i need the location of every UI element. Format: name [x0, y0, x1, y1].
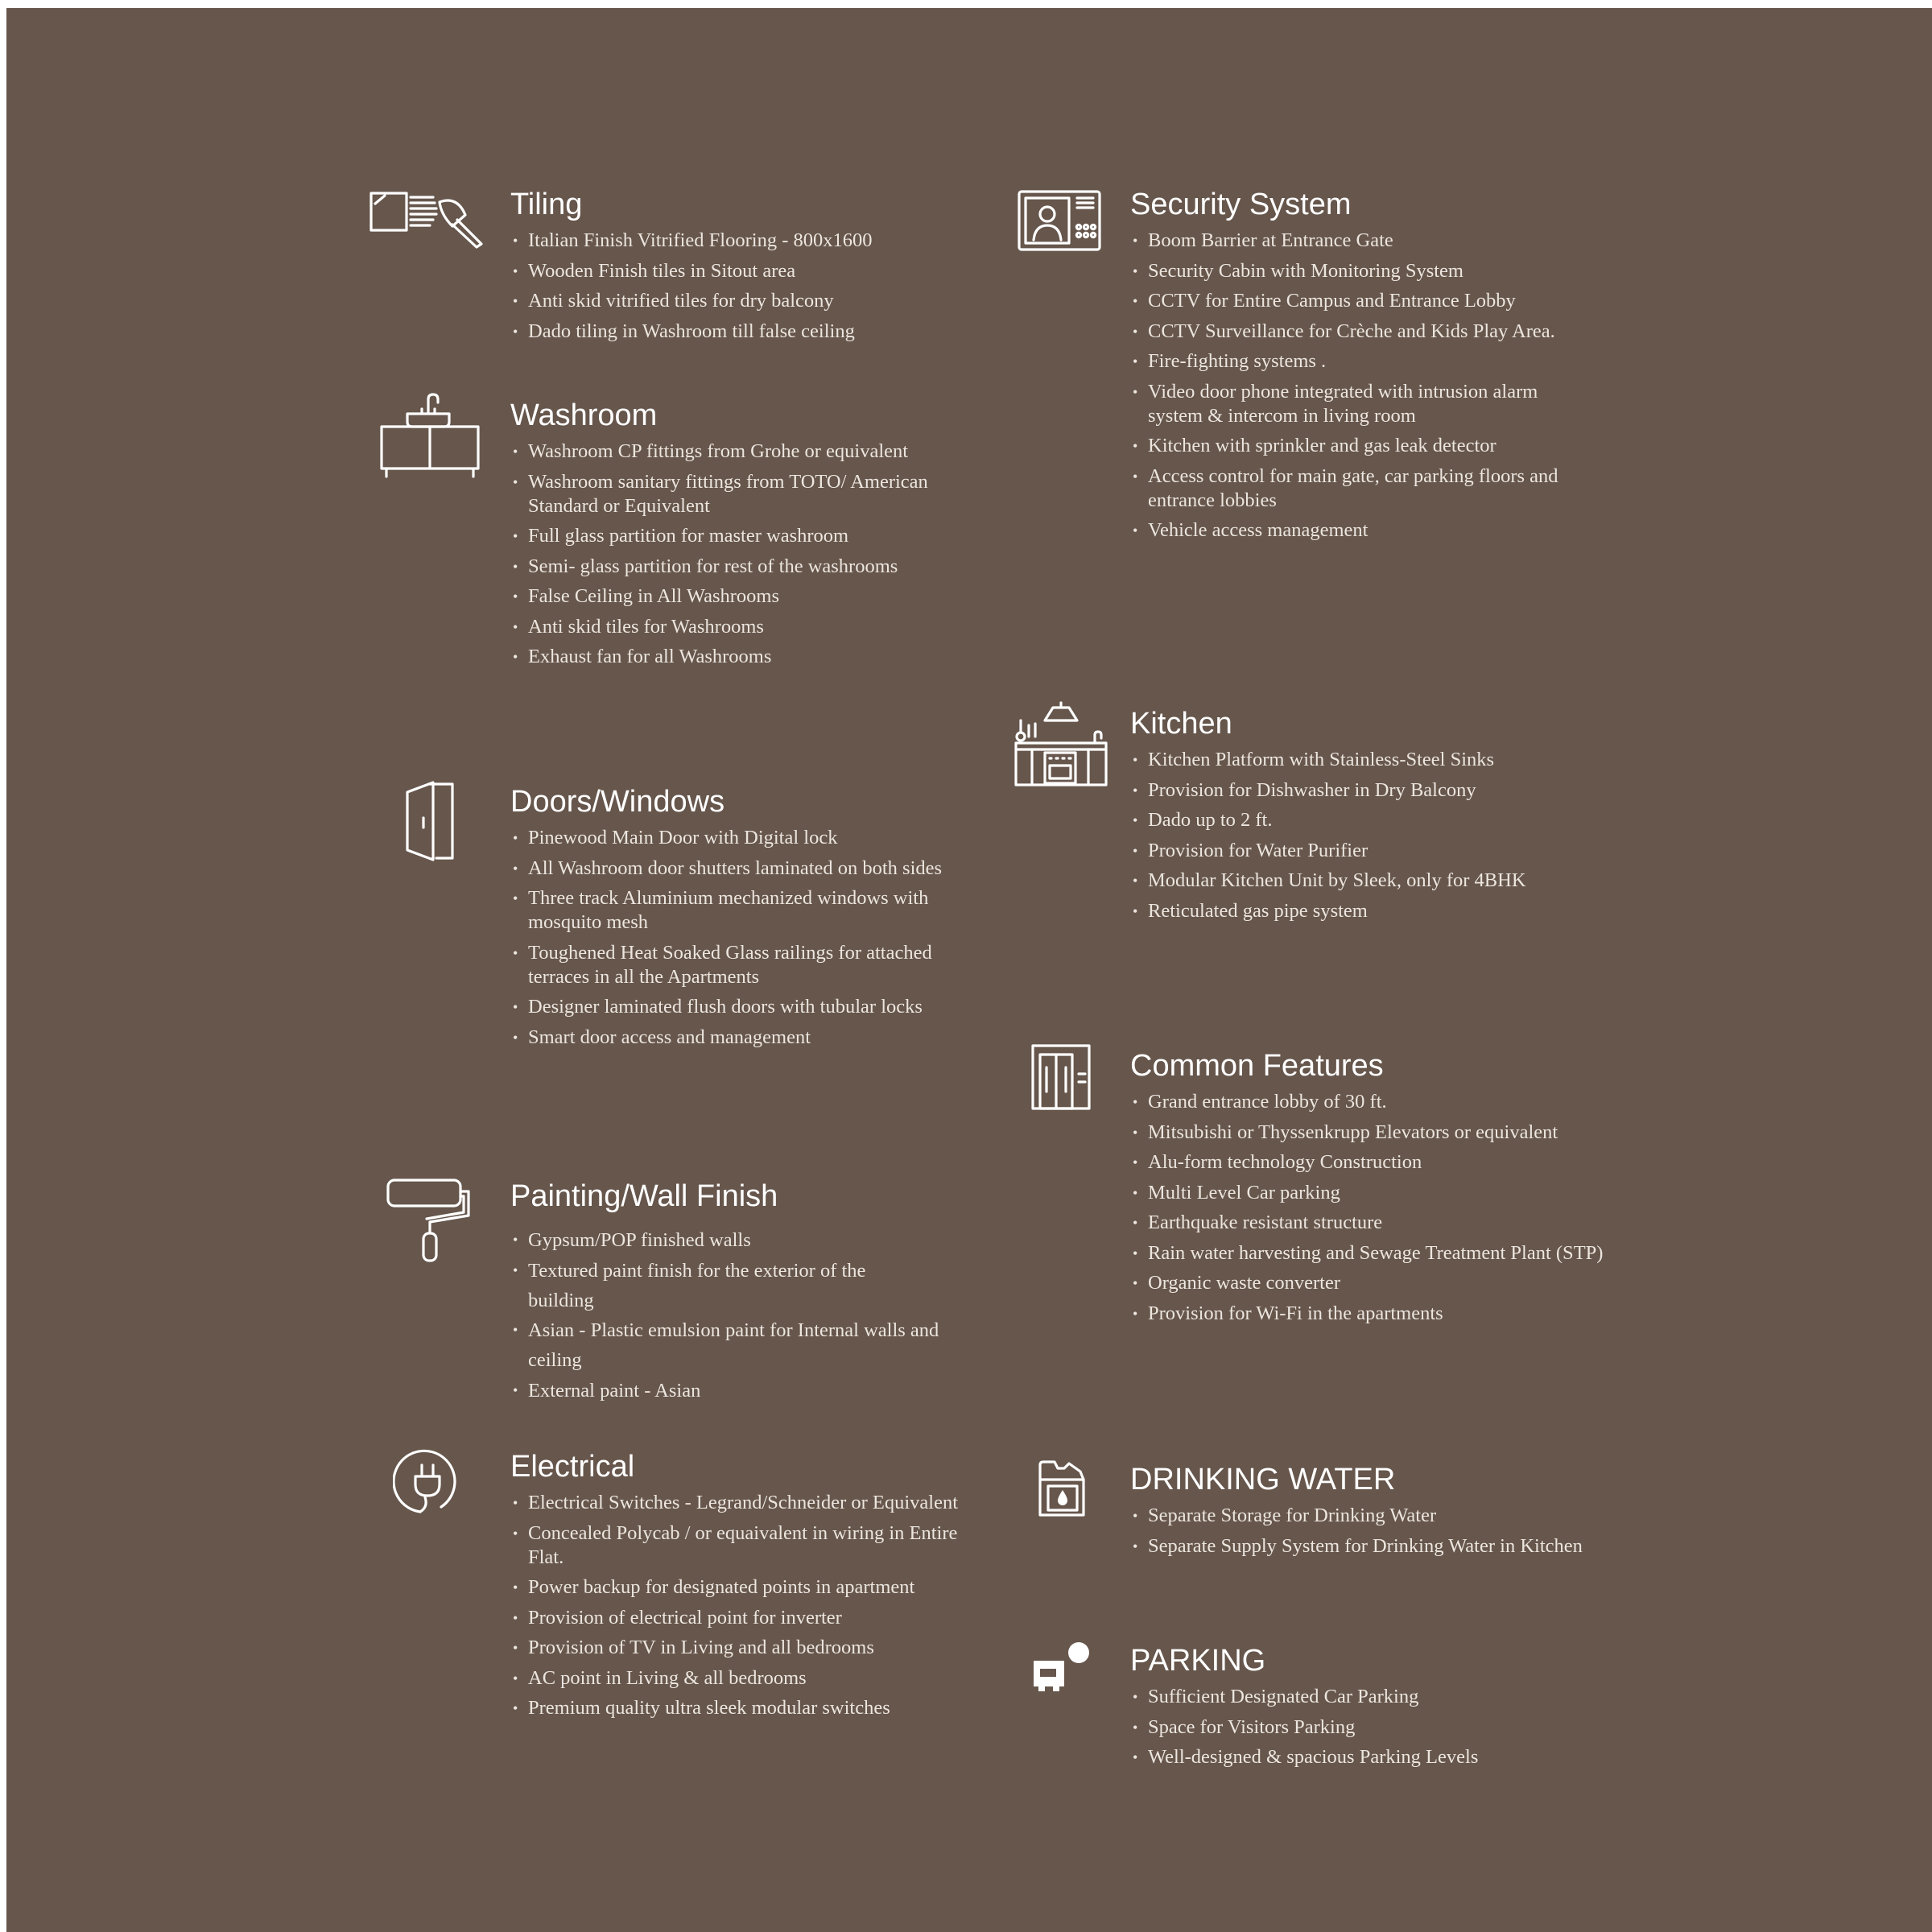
water-container-icon — [1037, 1460, 1088, 1518]
list-item: • Video door phone integrated with intrusion alarm system & intercom in living room — [1130, 380, 1591, 428]
list-item: • Premium quality ultra sleek modular switches — [510, 1696, 977, 1720]
car-parking-icon — [1032, 1641, 1093, 1695]
specifications-panel — [6, 8, 1932, 1932]
plug-icon — [393, 1447, 462, 1517]
list-item: • Separate Supply System for Drinking Water in Kitchen — [1130, 1534, 1605, 1558]
list-item: • Organic waste converter — [1130, 1271, 1605, 1295]
tiles-trowel-icon — [369, 191, 489, 249]
list-item: • Toughened Heat Soaked Glass railings for attached terraces in all the Apartments — [510, 941, 955, 989]
list-item: • Separate Storage for Drinking Water — [1130, 1504, 1605, 1528]
list-item: • Grand entrance lobby of 30 ft. — [1130, 1090, 1605, 1114]
list-item: • Well-designed & spacious Parking Levels — [1130, 1745, 1605, 1769]
vanity-sink-icon — [378, 393, 481, 480]
list-item: • Three track Aluminium mechanized windows with mosquito mesh — [510, 886, 979, 935]
section-title: Common Features — [1130, 1049, 1384, 1083]
list-item: • False Ceiling in All Washrooms — [510, 584, 977, 609]
list-item: • CCTV Surveillance for Crèche and Kids Play Area. — [1130, 320, 1599, 344]
list-item: • Power backup for designated points in apartment — [510, 1575, 931, 1600]
list-item: • Security Cabin with Monitoring System — [1130, 259, 1605, 283]
list-item: • Anti skid vitrified tiles for dry balcony — [510, 289, 977, 313]
list-item: • Electrical Switches - Legrand/Schneider or Equivalent — [510, 1491, 963, 1515]
list-item: • Multi Level Car parking — [1130, 1181, 1605, 1205]
list-item: • Reticulated gas pipe system — [1130, 899, 1605, 923]
list-item: • Designer laminated flush doors with tubular locks — [510, 995, 979, 1019]
video-door-phone-icon — [1018, 190, 1101, 253]
list-item: • Dado up to 2 ft. — [1130, 808, 1605, 832]
list-item: • Full glass partition for master washroom — [510, 524, 977, 548]
feature-list — [1130, 1685, 1605, 1776]
list-item: • External paint - Asian — [510, 1376, 961, 1406]
section-title: Tiling — [510, 188, 583, 221]
list-item: • Vehicle access management — [1130, 518, 1605, 543]
list-item: • Gypsum/POP finished walls — [510, 1225, 961, 1255]
list-item: • Smart door access and management — [510, 1026, 977, 1050]
feature-list — [510, 440, 977, 675]
list-item: • Concealed Polycab / or equaivalent in wiring in Entire Flat. — [510, 1521, 977, 1570]
list-item: • Rain water harvesting and Sewage Treatment Plant (STP) — [1130, 1241, 1605, 1265]
list-item: • Kitchen Platform with Stainless-Steel Sinks — [1130, 748, 1605, 772]
list-item: • Earthquake resistant structure — [1130, 1211, 1605, 1235]
feature-list — [510, 229, 977, 349]
section-title: Washroom — [510, 398, 658, 432]
list-item: • Italian Finish Vitrified Flooring - 800x1600 — [510, 229, 977, 253]
section-title: PARKING — [1130, 1644, 1266, 1678]
list-item: • Provision for Wi-Fi in the apartments — [1130, 1302, 1605, 1326]
list-item: • Access control for main gate, car parking floors and entrance lobbies — [1130, 464, 1605, 513]
list-item: • Space for Visitors Parking — [1130, 1715, 1605, 1740]
list-item: • Provision for Dishwasher in Dry Balcony — [1130, 778, 1605, 803]
section-title: Doors/Windows — [510, 785, 725, 819]
list-item: • Exhaust fan for all Washrooms — [510, 645, 977, 669]
feature-list — [510, 826, 977, 1055]
list-item: • Textured paint finish for the exterior of the building — [510, 1256, 906, 1315]
feature-list — [1130, 748, 1605, 929]
list-item: • Semi- glass partition for rest of the washrooms — [510, 555, 977, 579]
list-item: • Pinewood Main Door with Digital lock — [510, 826, 977, 850]
list-item: • Boom Barrier at Entrance Gate — [1130, 229, 1605, 253]
list-item: • Provision of electrical point for inverter — [510, 1606, 977, 1630]
list-item: • Kitchen with sprinkler and gas leak detector — [1130, 434, 1605, 458]
section-title: Security System — [1130, 188, 1352, 221]
list-item: • Sufficient Designated Car Parking — [1130, 1685, 1605, 1709]
feature-list — [1130, 1090, 1605, 1331]
list-item: • All Washroom door shutters laminated on both sides — [510, 857, 977, 881]
paint-roller-icon — [385, 1177, 473, 1262]
list-item: • Alu-form technology Construction — [1130, 1150, 1605, 1174]
feature-list — [510, 1225, 961, 1406]
list-item: • Wooden Finish tiles in Sitout area — [510, 259, 977, 283]
section-title: Electrical — [510, 1450, 635, 1484]
section-title: Painting/Wall Finish — [510, 1179, 778, 1213]
section-title: DRINKING WATER — [1130, 1463, 1396, 1496]
list-item: • Modular Kitchen Unit by Sleek, only for 4BHK — [1130, 869, 1605, 893]
list-item: • Provision for Water Purifier — [1130, 839, 1605, 863]
section-title: Kitchen — [1130, 707, 1232, 741]
list-item: • Provision of TV in Living and all bedrooms — [510, 1636, 977, 1660]
list-item: • Anti skid tiles for Washrooms — [510, 615, 977, 639]
list-item: • Mitsubishi or Thyssenkrupp Elevators or equivalent — [1130, 1121, 1567, 1145]
feature-list — [1130, 229, 1605, 549]
elevator-icon — [1030, 1043, 1092, 1111]
list-item: • Washroom sanitary fittings from TOTO/ American Standard or Equivalent — [510, 470, 931, 518]
list-item: • AC point in Living & all bedrooms — [510, 1666, 977, 1690]
list-item: • Washroom CP fittings from Grohe or equivalent — [510, 440, 977, 464]
list-item: • CCTV for Entire Campus and Entrance Lobby — [1130, 289, 1605, 313]
feature-list — [510, 1491, 977, 1727]
kitchen-icon — [1014, 701, 1108, 790]
list-item: • Asian - Plastic emulsion paint for Internal walls and ceiling — [510, 1315, 955, 1375]
feature-list — [1130, 1504, 1605, 1564]
door-icon — [401, 781, 457, 861]
list-item: • Fire-fighting systems . — [1130, 349, 1605, 374]
list-item: • Dado tiling in Washroom till false ceiling — [510, 320, 977, 344]
